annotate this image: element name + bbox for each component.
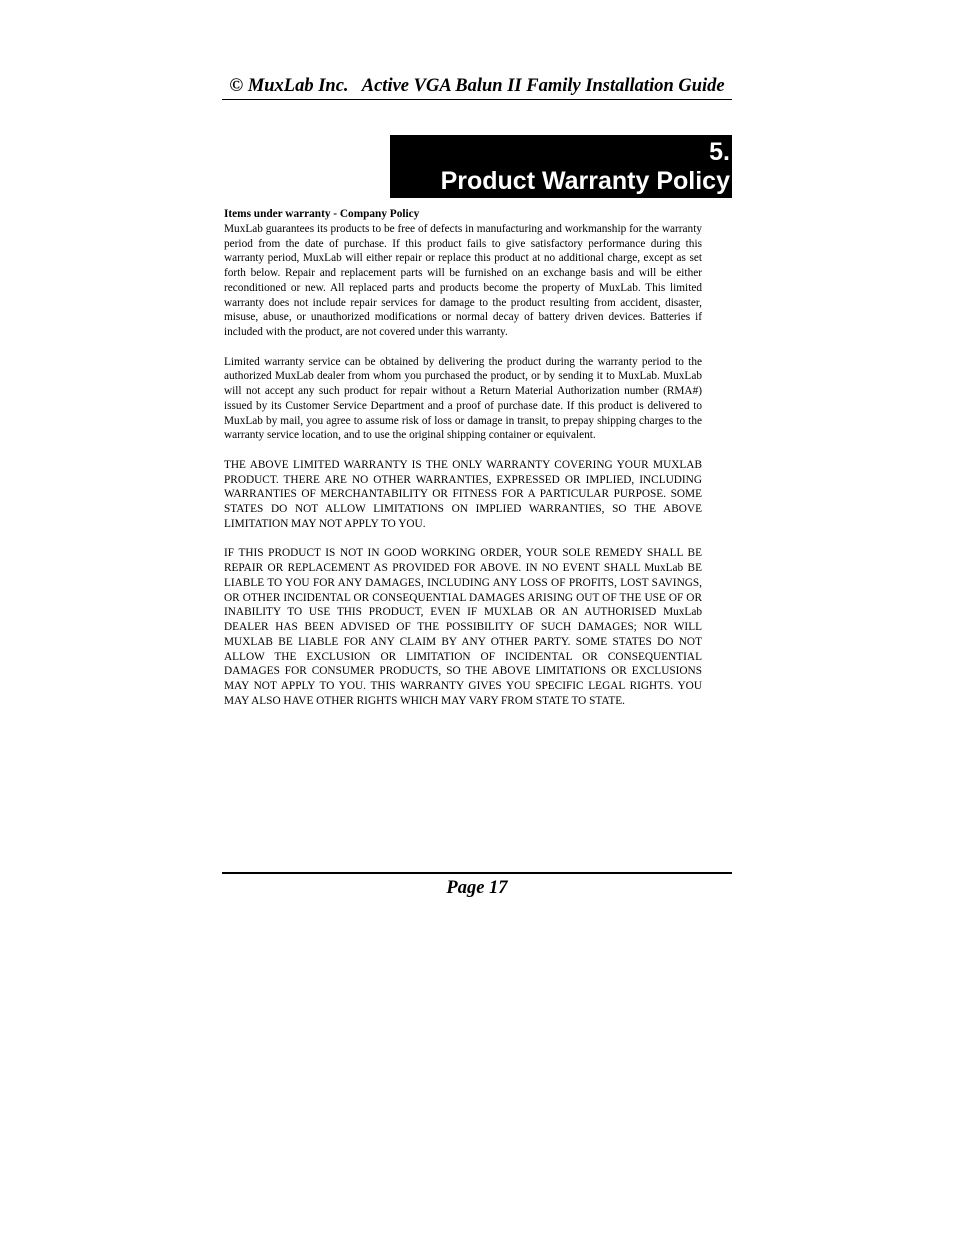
running-header: © MuxLab Inc. Active VGA Balun II Family Installation Guide — [229, 76, 725, 96]
paragraph-sole-remedy: IF THIS PRODUCT IS NOT IN GOOD WORKING ORDER, YOUR SOLE REMEDY SHALL BE REPAIR OR REPLACEMENT AS PROVIDED FOR ABOVE. IN NO EVENT SHALL MuxLab BE LIABLE TO YOU FOR ANY DAMAGES, INCLUDING ANY LOSS OF PROFITS, LOST SAVINGS, OR OTHER INCIDENTAL OR CONSEQUENTIAL DAMAGES ARISING OUT OF THE USE OF OR INABILITY TO USE THIS PRODUCT, EVEN IF MUXLAB OR AN AUTHORISED MuxLab DEALER HAS BEEN ADVISED OF THE POSSIBILITY OF SUCH DAMAGES; NOR WILL MUXLAB BE LIABLE FOR ANY CLAIM BY ANY OTHER PARTY. SOME STATES DO NOT ALLOW THE EXCLUSION OR LIMITATION OF INCIDENTAL OR CONSEQUENTIAL DAMAGES FOR CONSUMER PRODUCTS, SO THE ABOVE LIMITATIONS OR EXCLUSIONS MAY NOT APPLY TO YOU. THIS WARRANTY GIVES YOU SPECIFIC LEGAL RIGHTS. YOU MAY ALSO HAVE OTHER RIGHTS WHICH MAY VARY FROM STATE TO STATE. — [224, 547, 702, 707]
chapter-title: Product Warranty Policy — [440, 167, 730, 195]
chapter-number: 5. — [709, 138, 730, 166]
paragraph-limited-warranty: THE ABOVE LIMITED WARRANTY IS THE ONLY WARRANTY COVERING YOUR MUXLAB PRODUCT. THERE ARE NO OTHER WARRANTIES, EXPRESSED OR IMPLIED, INCLUDING WARRANTIES OF MERCHANTABILITY OR FITNESS FOR A PARTICULAR PURPOSE. SOME STATES DO NOT ALLOW LIMITATIONS ON IMPLIED WARRANTIES, SO THE ABOVE LIMITATION MAY NOT APPLY TO YOU. — [224, 458, 702, 530]
paragraph-text: MuxLab guarantees its products to be free of defects in manufacturing and workmanship for the warranty period from the date of purchase. If this product fails to give satisfactory performance during this warranty period, MuxLab will either repair or replace this product at no additional charge, except as set forth below. Repair and replacement parts will be furnished on an exchange basis and will be either reconditioned or new. All replaced parts and products become the property of MuxLab. This limited warranty does not include repair services for damage to the product resulting from accident, disaster, misuse, abuse, or unauthorized modifications or normal decay of battery driven devices. Batteries if included with the product, are not covered under this warranty. — [224, 222, 702, 338]
footer-divider — [222, 872, 732, 874]
section-heading: Items under warranty - Company Policy — [224, 208, 420, 220]
page-number: Page 17 — [446, 878, 508, 898]
warranty-body — [224, 207, 702, 723]
header-divider — [222, 99, 732, 100]
paragraph-warranty-service: Limited warranty service can be obtained by delivering the product during the warranty period to the authorized MuxLab dealer from whom you purchased the product, or by sending it to MuxLab. MuxLab will not accept any such product for repair without a Return Material Authorization number (RMA#) issued by its Customer Service Department and a proof of purchase date. If this product is delivered to MuxLab by mail, you agree to assume risk of loss or damage in transit, to prepay shipping charges to the warranty service location, and to use the original shipping container or equivalent. — [224, 355, 702, 442]
chapter-title-banner — [390, 135, 732, 198]
paragraph-company-policy — [224, 207, 702, 340]
